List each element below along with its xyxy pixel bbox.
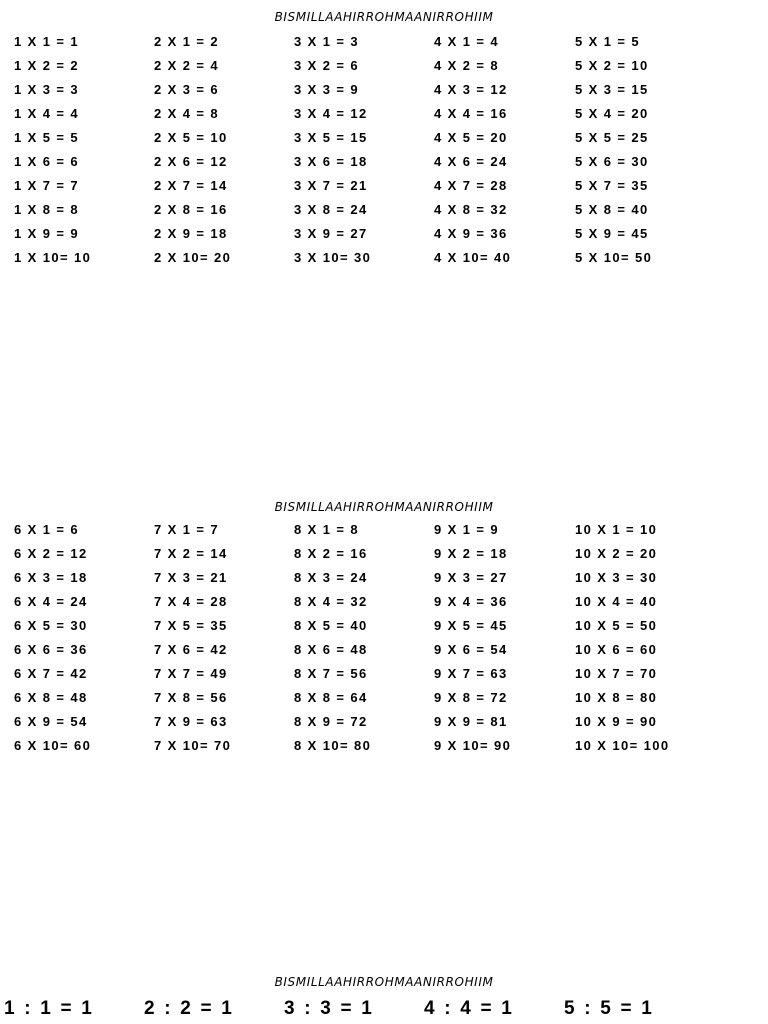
header-text: BISMILLAAHIRROHMAANIRROHIIM [274,10,494,24]
equation-line: 2 X 9 = 18 [154,226,228,241]
equation-line: 9 X 5 = 45 [434,618,508,633]
equation-line: 10 X 10= 100 [575,738,670,753]
equation-line: 8 X 4 = 32 [294,594,368,609]
equation-line: 1 X 5 = 5 [14,130,79,145]
header-text: BISMILLAAHIRROHMAANIRROHIIM [274,500,494,514]
equation-line: 2 X 5 = 10 [154,130,228,145]
equation-line: 7 X 9 = 63 [154,714,228,729]
equation-line: 3 X 10= 30 [294,250,372,265]
equation-line: 1 X 7 = 7 [14,178,79,193]
equation-line: 5 X 4 = 20 [575,106,649,121]
equation-line: 4 X 3 = 12 [434,82,508,97]
equation-line: 9 X 1 = 9 [434,522,499,537]
equation-line: 6 X 10= 60 [14,738,92,753]
equation-line: 9 X 7 = 63 [434,666,508,681]
equation-line: 10 X 6 = 60 [575,642,658,657]
equation-line: 7 X 6 = 42 [154,642,228,657]
equation-line: 6 X 1 = 6 [14,522,79,537]
equation-line: 5 X 3 = 15 [575,82,649,97]
equation-line: 3 X 4 = 12 [294,106,368,121]
equation-line: 7 X 2 = 14 [154,546,228,561]
equation-line: 9 X 9 = 81 [434,714,508,729]
equation-line: 2 X 7 = 14 [154,178,228,193]
equation-line: 1 X 6 = 6 [14,154,79,169]
equation-line: 1 X 4 = 4 [14,106,79,121]
equation-line: 1 X 9 = 9 [14,226,79,241]
equation-line: 5 X 7 = 35 [575,178,649,193]
header-text: BISMILLAAHIRROHMAANIRROHIIM [274,975,494,989]
equation-line: 7 X 1 = 7 [154,522,219,537]
equation-line: 9 X 3 = 27 [434,570,508,585]
equation-line: 7 X 5 = 35 [154,618,228,633]
equation-line: 7 X 8 = 56 [154,690,228,705]
equation-line: 8 X 2 = 16 [294,546,368,561]
equation-line: 8 X 8 = 64 [294,690,368,705]
equation-line: 5 X 8 = 40 [575,202,649,217]
equation-line: 8 X 1 = 8 [294,522,359,537]
equation-line: 8 X 5 = 40 [294,618,368,633]
equation-line: 2 X 3 = 6 [154,82,219,97]
equation-line: 2 X 4 = 8 [154,106,219,121]
equation-line: 1 X 8 = 8 [14,202,79,217]
equation-line: 6 X 9 = 54 [14,714,88,729]
equation-line: 6 X 8 = 48 [14,690,88,705]
equation-line: 3 : 3 = 1 [284,998,375,1019]
equation-line: 6 X 4 = 24 [14,594,88,609]
equation-line: 10 X 9 = 90 [575,714,658,729]
equation-line: 1 X 2 = 2 [14,58,79,73]
equation-line: 5 : 5 = 1 [564,998,655,1019]
equation-line: 7 X 4 = 28 [154,594,228,609]
equation-line: 8 X 3 = 24 [294,570,368,585]
equation-line: 6 X 7 = 42 [14,666,88,681]
equation-line: 2 X 6 = 12 [154,154,228,169]
equation-line: 2 : 2 = 1 [144,998,235,1019]
equation-line: 5 X 6 = 30 [575,154,649,169]
equation-line: 3 X 7 = 21 [294,178,368,193]
equation-line: 2 X 8 = 16 [154,202,228,217]
equation-line: 2 X 10= 20 [154,250,232,265]
equation-line: 3 X 9 = 27 [294,226,368,241]
equation-line: 10 X 2 = 20 [575,546,658,561]
equation-line: 1 : 1 = 1 [4,998,95,1019]
equation-line: 1 X 10= 10 [14,250,92,265]
equation-line: 6 X 3 = 18 [14,570,88,585]
equation-line: 9 X 6 = 54 [434,642,508,657]
equation-line: 4 X 2 = 8 [434,58,499,73]
equation-line: 2 X 1 = 2 [154,34,219,49]
equation-line: 5 X 10= 50 [575,250,653,265]
equation-line: 3 X 3 = 9 [294,82,359,97]
equation-line: 4 X 10= 40 [434,250,512,265]
equation-line: 4 X 6 = 24 [434,154,508,169]
equation-line: 5 X 1 = 5 [575,34,640,49]
equation-line: 3 X 1 = 3 [294,34,359,49]
equation-line: 10 X 7 = 70 [575,666,658,681]
equation-line: 7 X 3 = 21 [154,570,228,585]
equation-line: 4 X 8 = 32 [434,202,508,217]
equation-line: 10 X 1 = 10 [575,522,658,537]
equation-line: 1 X 1 = 1 [14,34,79,49]
equation-line: 9 X 8 = 72 [434,690,508,705]
equation-line: 8 X 9 = 72 [294,714,368,729]
equation-line: 4 X 7 = 28 [434,178,508,193]
equation-line: 4 : 4 = 1 [424,998,515,1019]
equation-line: 4 X 9 = 36 [434,226,508,241]
equation-line: 6 X 2 = 12 [14,546,88,561]
equation-line: 7 X 10= 70 [154,738,232,753]
equation-line: 4 X 5 = 20 [434,130,508,145]
equation-line: 9 X 4 = 36 [434,594,508,609]
equation-line: 7 X 7 = 49 [154,666,228,681]
equation-line: 3 X 5 = 15 [294,130,368,145]
equation-line: 3 X 8 = 24 [294,202,368,217]
equation-line: 8 X 10= 80 [294,738,372,753]
equation-line: 5 X 2 = 10 [575,58,649,73]
equation-line: 6 X 5 = 30 [14,618,88,633]
equation-line: 9 X 10= 90 [434,738,512,753]
equation-line: 2 X 2 = 4 [154,58,219,73]
equation-line: 5 X 9 = 45 [575,226,649,241]
equation-line: 4 X 4 = 16 [434,106,508,121]
equation-line: 5 X 5 = 25 [575,130,649,145]
equation-line: 10 X 3 = 30 [575,570,658,585]
equation-line: 10 X 4 = 40 [575,594,658,609]
equation-line: 4 X 1 = 4 [434,34,499,49]
equation-line: 3 X 2 = 6 [294,58,359,73]
equation-line: 6 X 6 = 36 [14,642,88,657]
equation-line: 10 X 8 = 80 [575,690,658,705]
equation-line: 1 X 3 = 3 [14,82,79,97]
equation-line: 8 X 6 = 48 [294,642,368,657]
equation-line: 3 X 6 = 18 [294,154,368,169]
equation-line: 9 X 2 = 18 [434,546,508,561]
equation-line: 8 X 7 = 56 [294,666,368,681]
equation-line: 10 X 5 = 50 [575,618,658,633]
